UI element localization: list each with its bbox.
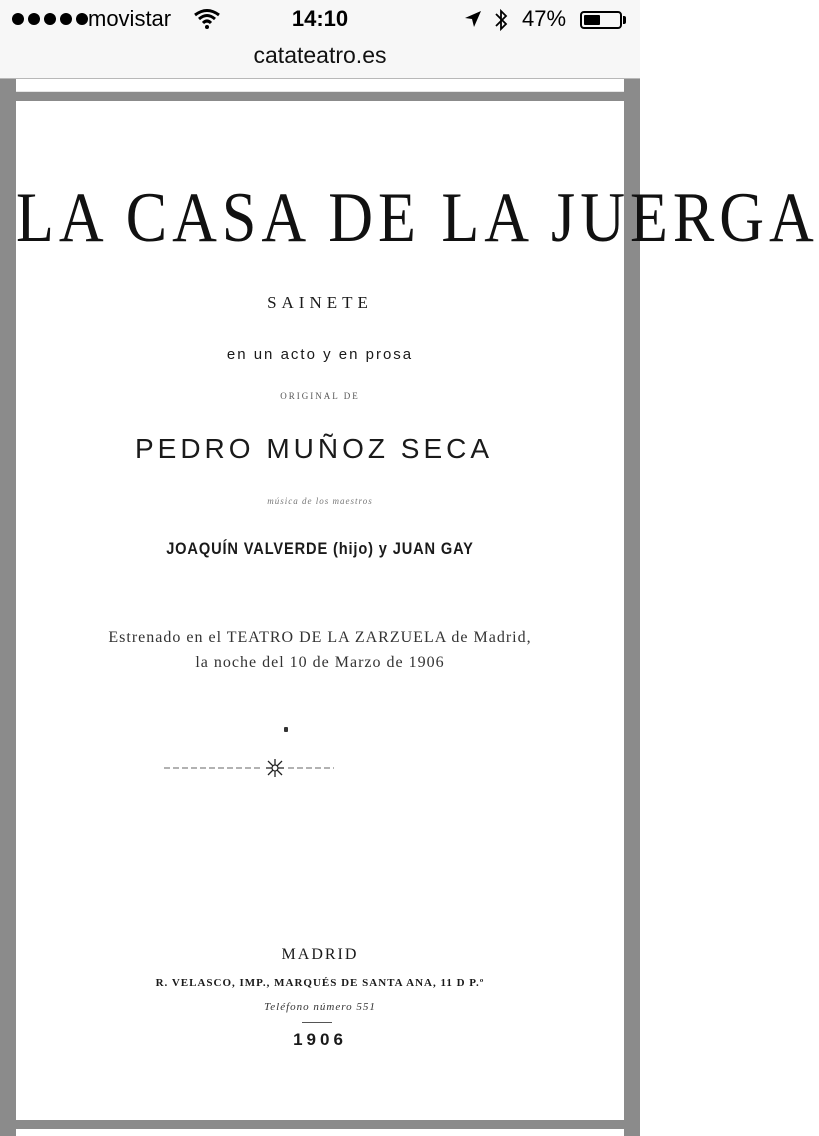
imprint-year: 1906 [293, 1030, 347, 1049]
original-de-label: ORIGINAL DE [280, 391, 360, 401]
document-format: en un acto y en prosa [226, 346, 414, 363]
battery-nub [623, 16, 626, 24]
location-arrow-icon [464, 10, 482, 28]
imprint-phone: Teléfono número 551 [264, 1001, 376, 1013]
address-bar-url[interactable]: catateatro.es [253, 42, 387, 68]
bluetooth-icon [494, 8, 508, 32]
premiere-line-2: la noche del 10 de Marzo de 1906 [195, 654, 445, 671]
carrier-name: movistar [88, 6, 172, 31]
document-genre: SAINETE [267, 293, 373, 312]
document-page [16, 101, 819, 1120]
document-viewer[interactable] [0, 79, 819, 1136]
music-by-label: música de los maestros [267, 496, 373, 506]
clock: 14:10 [291, 6, 349, 31]
imprint-printer: R. VELASCO, IMP., MARQUÉS DE SANTA ANA, 11 D P.º [155, 977, 485, 989]
document-title: LA CASA DE LA JUERGA [16, 178, 819, 258]
battery-percentage: 47% [522, 6, 567, 31]
author-name: PEDRO MUÑOZ SECA [134, 433, 494, 464]
imprint-rule [302, 1022, 332, 1023]
ornament-divider-icon [164, 757, 334, 779]
ink-speck [284, 727, 288, 732]
battery-icon [580, 11, 622, 29]
browser-chrome [0, 0, 640, 79]
composers: JOAQUÍN VALVERDE (hijo) y JUAN GAY [166, 539, 474, 558]
imprint-city: MADRID [281, 946, 359, 963]
premiere-line-1: Estrenado en el TEATRO DE LA ZARZUELA de Madrid, [108, 629, 532, 646]
previous-page-edge [16, 79, 624, 92]
status-bar [0, 0, 640, 40]
next-page-edge [16, 1129, 624, 1136]
